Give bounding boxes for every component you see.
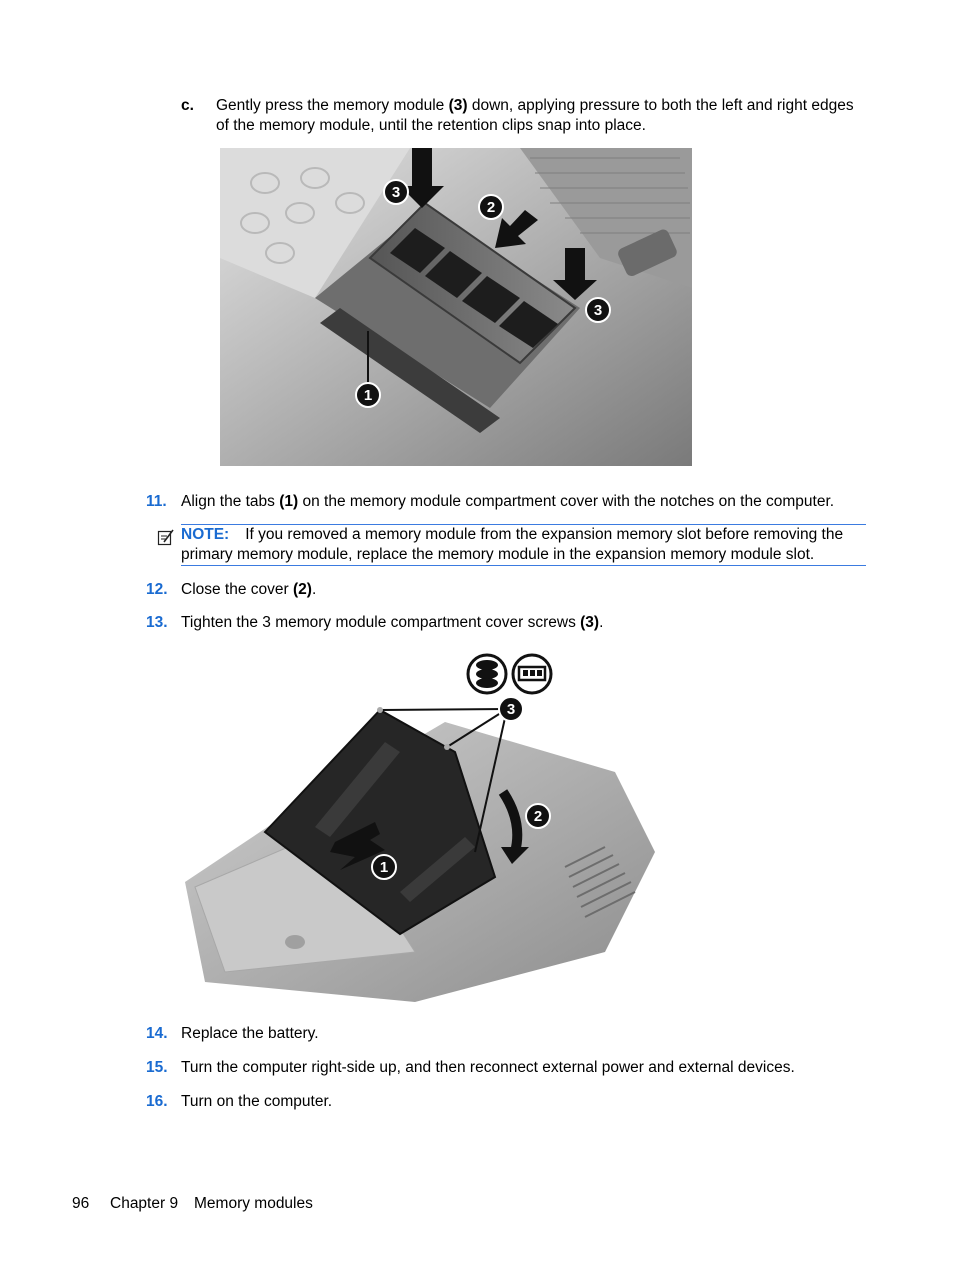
step-12-text: Close the cover (2). — [181, 581, 317, 598]
note-pencil-icon — [157, 528, 175, 546]
figure2-callout-3: 3 — [506, 701, 516, 718]
figure1-callout-1: 1 — [363, 387, 373, 404]
step-11-text: Align the tabs (1) on the memory module compartment cover with the notches on the computer. — [181, 493, 835, 510]
note-line-1: NOTE: If you removed a memory module from the expansion memory slot before removing the — [181, 526, 844, 543]
step-13-number: 13. — [146, 614, 168, 631]
memory-icon — [513, 655, 551, 693]
step-c-line-1: Gently press the memory module (3) down, applying pressure to both the left and right edges — [216, 97, 854, 114]
step-14-number: 14. — [146, 1025, 168, 1042]
step-c-line-2: of the memory module, until the retention clips snap into place. — [216, 117, 646, 134]
figure2-callout-1: 1 — [379, 859, 389, 876]
figure1-callout-3-right: 3 — [593, 302, 603, 319]
note-box — [181, 524, 866, 566]
figure-memory-module-insert — [220, 148, 692, 466]
figure1-callout-2: 2 — [486, 199, 496, 216]
step-12-number: 12. — [146, 581, 168, 598]
step-16-number: 16. — [146, 1093, 168, 1110]
figure1-callout-3-left: 3 — [391, 184, 401, 201]
step-16-text: Turn on the computer. — [181, 1093, 333, 1110]
step-11-number: 11. — [146, 493, 167, 510]
step-15-number: 15. — [146, 1059, 168, 1076]
step-14-text: Replace the battery. — [181, 1025, 319, 1042]
figure2-callout-2: 2 — [533, 808, 543, 825]
step-15-text: Turn the computer right-side up, and then reconnect external power and external devices. — [181, 1059, 795, 1076]
footer-chapter: Chapter 9 — [110, 1195, 179, 1212]
figure-cover-replace — [185, 652, 660, 1004]
note-label: NOTE: — [181, 526, 230, 543]
footer-chapter-title: Memory modules — [194, 1195, 313, 1212]
drive-icon — [468, 655, 506, 693]
step-c-letter: c. — [181, 97, 194, 114]
step-13-text: Tighten the 3 memory module compartment cover screws (3). — [181, 614, 604, 631]
footer-page-number: 96 — [72, 1195, 90, 1212]
note-line-2: primary memory module, replace the memory module in the expansion memory module slot. — [181, 546, 815, 563]
